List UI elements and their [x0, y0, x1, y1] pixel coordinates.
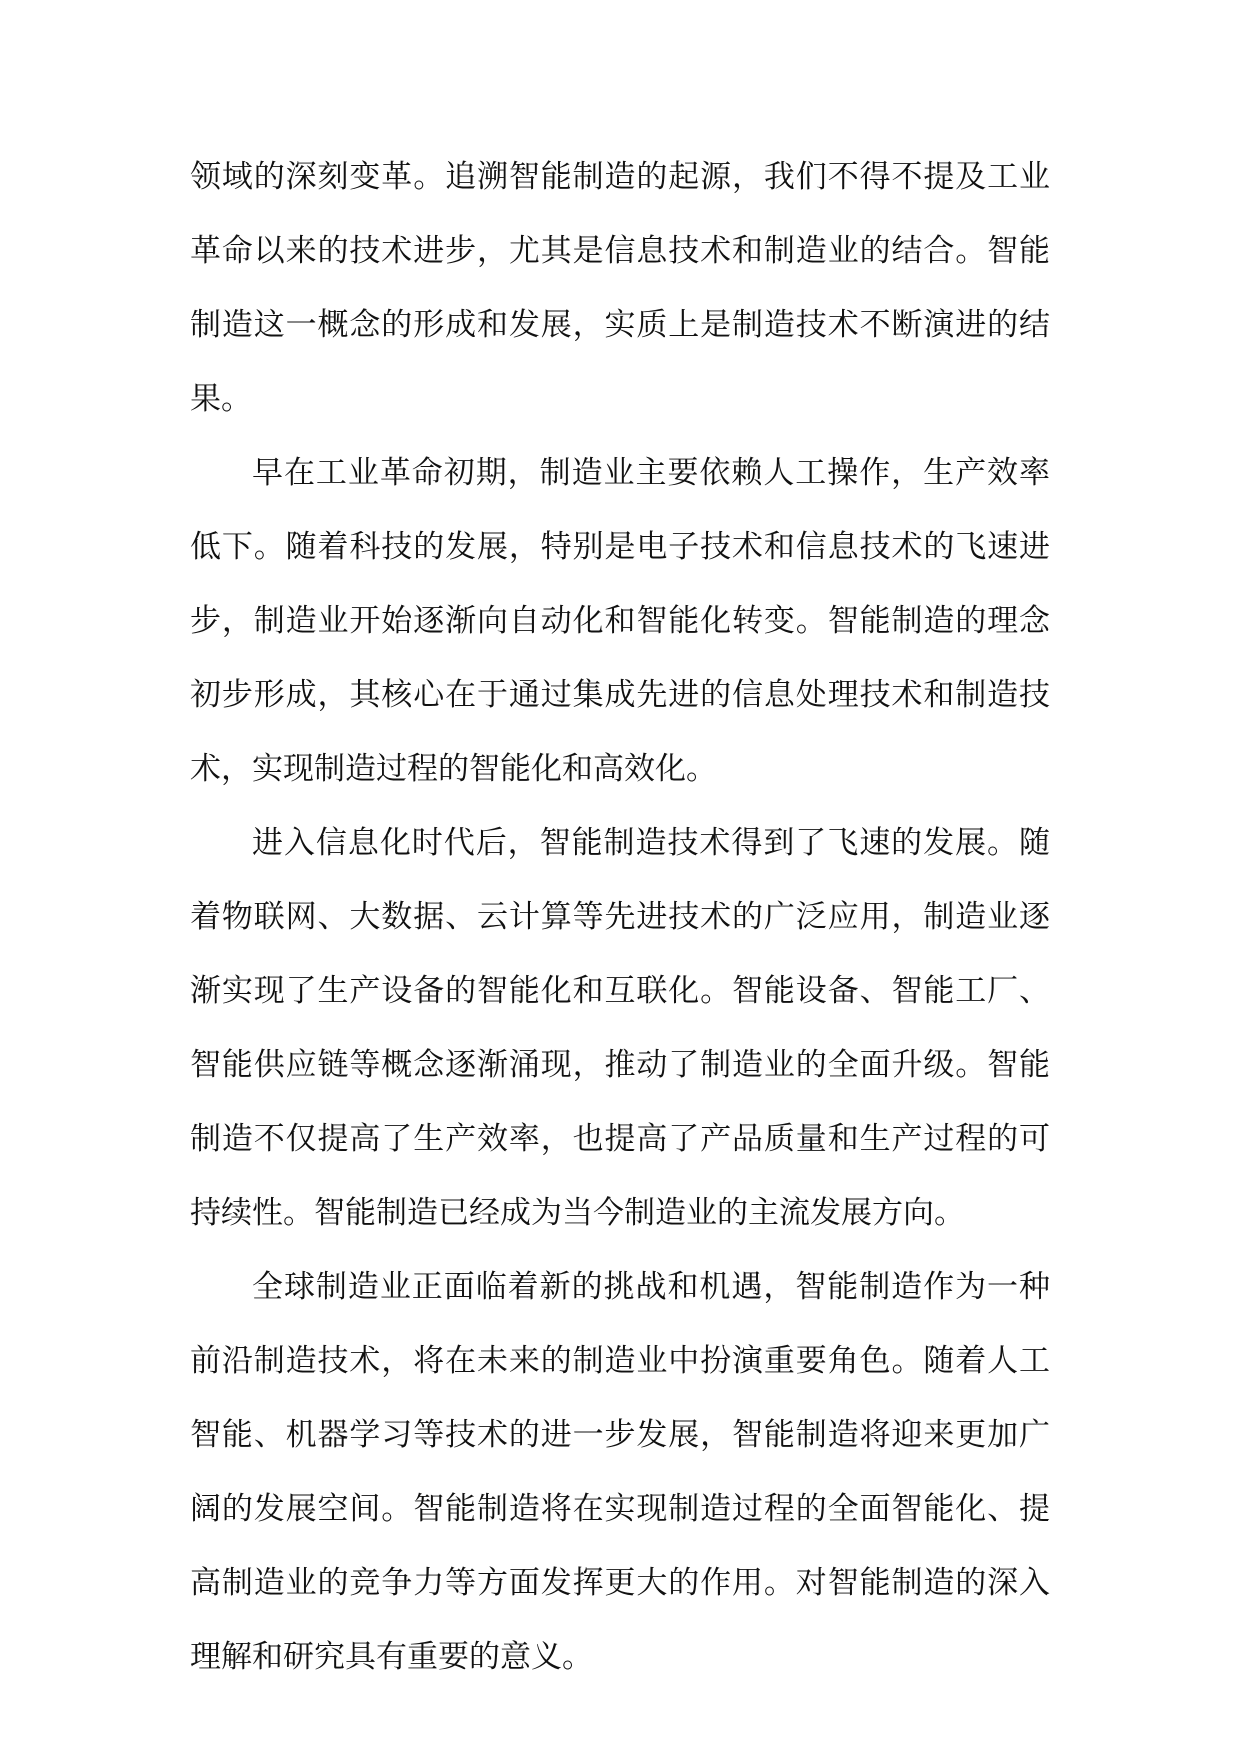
paragraph-4: 全球制造业正面临着新的挑战和机遇，智能制造作为一种前沿制造技术，将在未来的制造业中扮演重要角色。随着人工智能、机器学习等技术的进一步发展，智能制造将迎来更加广阔的发展空间。智能制造将在实现制造过程的全面智能化、提高制造业的竞争力等方面发挥更大的作用。对智能制造的深入理解和研究具有重要的意义。	[190, 1269, 1050, 1675]
body-text	[190, 140, 1050, 1694]
paragraph-3: 进入信息化时代后，智能制造技术得到了飞速的发展。随着物联网、大数据、云计算等先进技术的广泛应用，制造业逐渐实现了生产设备的智能化和互联化。智能设备、智能工厂、智能供应链等概念逐渐涌现，推动了制造业的全面升级。智能制造不仅提高了生产效率，也提高了产品质量和生产过程的可持续性。智能制造已经成为当今制造业的主流发展方向。	[190, 825, 1050, 1231]
paragraph-1: 领域的深刻变革。追溯智能制造的起源，我们不得不提及工业革命以来的技术进步，尤其是信息技术和制造业的结合。智能制造这一概念的形成和发展，实质上是制造技术不断演进的结果。	[190, 159, 1050, 417]
paragraph-2: 早在工业革命初期，制造业主要依赖人工操作，生产效率低下。随着科技的发展，特别是电子技术和信息技术的飞速进步，制造业开始逐渐向自动化和智能化转变。智能制造的理念初步形成，其核心在于通过集成先进的信息处理技术和制造技术，实现制造过程的智能化和高效化。	[190, 455, 1050, 787]
